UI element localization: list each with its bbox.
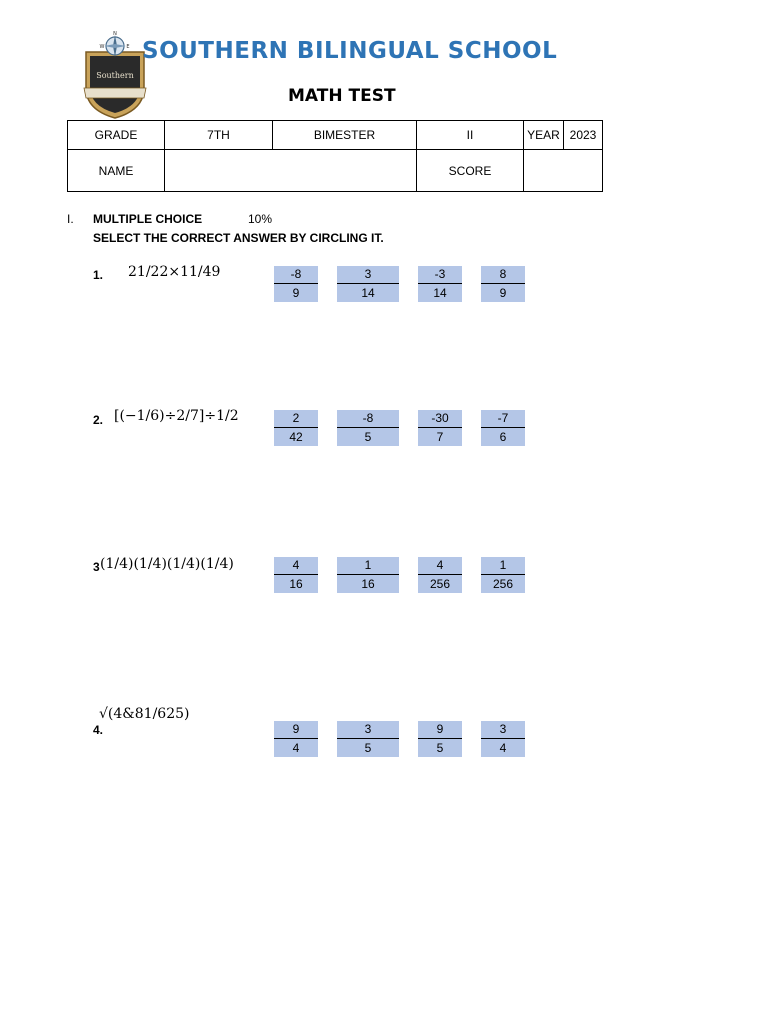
option-denominator: 9 bbox=[292, 286, 300, 300]
question-expression: [(−1/6)÷2/7]÷1/2 bbox=[114, 408, 239, 424]
option-denominator: 16 bbox=[289, 577, 303, 591]
option-denominator: 256 bbox=[492, 577, 514, 591]
answer-option[interactable] bbox=[418, 266, 462, 302]
answer-option[interactable] bbox=[337, 557, 399, 593]
question-number: 3 bbox=[93, 560, 100, 574]
option-numerator: -8 bbox=[337, 410, 399, 428]
section-instruction: SELECT THE CORRECT ANSWER BY CIRCLING IT. bbox=[93, 231, 384, 245]
option-numerator: 3 bbox=[337, 721, 399, 739]
option-numerator: 9 bbox=[274, 721, 318, 739]
bimester-label: BIMESTER bbox=[273, 121, 417, 150]
answer-option[interactable] bbox=[418, 721, 462, 757]
student-info-table bbox=[67, 120, 603, 192]
option-numerator: -30 bbox=[418, 410, 462, 428]
option-denominator: 4 bbox=[499, 741, 507, 755]
option-numerator: 3 bbox=[337, 266, 399, 284]
option-numerator: -7 bbox=[481, 410, 525, 428]
answer-option[interactable] bbox=[481, 721, 525, 757]
question-expression: (1/4)(1/4)(1/4)(1/4) bbox=[100, 556, 234, 572]
answer-option[interactable] bbox=[337, 410, 399, 446]
test-title: MATH TEST bbox=[288, 86, 396, 106]
option-denominator: 6 bbox=[499, 430, 507, 444]
section-title: MULTIPLE CHOICE bbox=[93, 212, 203, 226]
answer-option[interactable] bbox=[274, 266, 318, 302]
option-numerator: 3 bbox=[481, 721, 525, 739]
svg-text:N: N bbox=[113, 31, 117, 37]
answer-option[interactable] bbox=[274, 557, 318, 593]
option-denominator: 5 bbox=[364, 741, 372, 755]
option-numerator: 1 bbox=[481, 557, 525, 575]
option-denominator: 14 bbox=[361, 286, 375, 300]
section-number: I. bbox=[67, 212, 74, 226]
option-numerator: 4 bbox=[274, 557, 318, 575]
grade-label: GRADE bbox=[68, 121, 165, 150]
name-label: NAME bbox=[68, 150, 165, 192]
question-number: 4. bbox=[93, 723, 104, 737]
answer-option[interactable] bbox=[481, 557, 525, 593]
name-field[interactable] bbox=[165, 150, 417, 192]
option-numerator: 4 bbox=[418, 557, 462, 575]
option-denominator: 5 bbox=[364, 430, 372, 444]
answer-option[interactable] bbox=[337, 266, 399, 302]
option-numerator: 9 bbox=[418, 721, 462, 739]
score-field[interactable] bbox=[524, 150, 603, 192]
svg-text:W: W bbox=[99, 44, 105, 50]
answer-option[interactable] bbox=[481, 266, 525, 302]
option-denominator: 256 bbox=[429, 577, 451, 591]
option-denominator: 7 bbox=[436, 430, 444, 444]
svg-text:Southern: Southern bbox=[96, 71, 134, 80]
score-label: SCORE bbox=[417, 150, 524, 192]
question-expression: √(4&81/625) bbox=[99, 706, 190, 722]
answer-option[interactable] bbox=[418, 557, 462, 593]
option-denominator: 4 bbox=[292, 741, 300, 755]
school-logo bbox=[80, 30, 150, 120]
option-denominator: 5 bbox=[436, 741, 444, 755]
answer-option[interactable] bbox=[481, 410, 525, 446]
option-denominator: 9 bbox=[499, 286, 507, 300]
question-expression: 21/22×11/49 bbox=[128, 264, 221, 280]
question-number: 1. bbox=[93, 268, 104, 282]
option-numerator: 2 bbox=[274, 410, 318, 428]
option-numerator: 8 bbox=[481, 266, 525, 284]
bimester-value: II bbox=[417, 121, 524, 150]
svg-text:E: E bbox=[126, 44, 130, 50]
school-name: SOUTHERN BILINGUAL SCHOOL bbox=[142, 38, 558, 64]
option-denominator: 14 bbox=[433, 286, 447, 300]
option-denominator: 16 bbox=[361, 577, 375, 591]
option-denominator: 42 bbox=[289, 430, 303, 444]
question-number: 2. bbox=[93, 413, 104, 427]
option-numerator: -8 bbox=[274, 266, 318, 284]
grade-value: 7TH bbox=[165, 121, 273, 150]
option-numerator: 1 bbox=[337, 557, 399, 575]
year-label: YEAR bbox=[524, 121, 564, 150]
answer-option[interactable] bbox=[337, 721, 399, 757]
option-numerator: -3 bbox=[418, 266, 462, 284]
answer-option[interactable] bbox=[274, 410, 318, 446]
answer-option[interactable] bbox=[274, 721, 318, 757]
year-value: 2023 bbox=[564, 121, 603, 150]
answer-option[interactable] bbox=[418, 410, 462, 446]
section-percent: 10% bbox=[248, 212, 273, 226]
